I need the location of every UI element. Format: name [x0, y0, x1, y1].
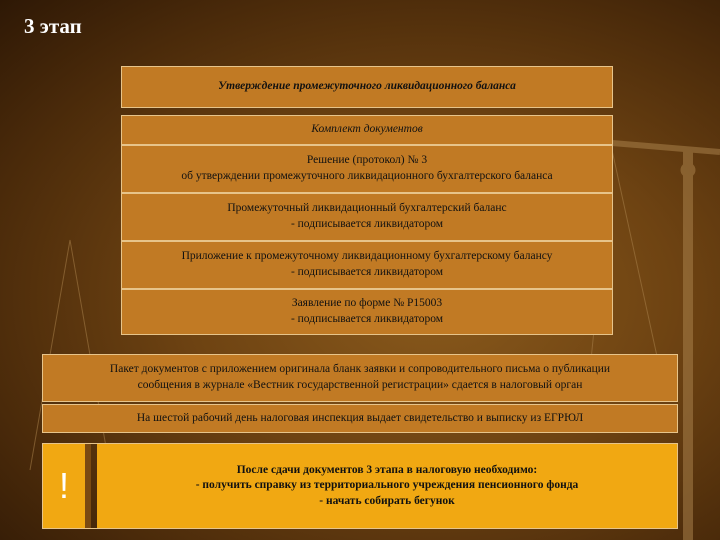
sixth-day-text: На шестой рабочий день налоговая инспекция выдает свидетельство и выписку из ЕГРЮЛ — [136, 411, 584, 424]
approve-text: Утверждение промежуточного ликвидационного баланса — [218, 80, 516, 93]
package-line2: сообщения в журнале «Вестник государственной регистрации» сдается в налоговый орган — [137, 379, 583, 391]
warning-line2: - получить справку из территориального учреждения пенсионного фонда — [195, 479, 579, 492]
sixth-day-note — [42, 404, 678, 433]
warning-line3: - начать собирать бегунок — [319, 494, 455, 507]
exclamation-icon: ! — [43, 444, 91, 528]
form-p15003-item — [121, 289, 613, 335]
balance-line1: Промежуточный ликвидационный бухгалтерский баланс — [227, 202, 507, 215]
decision-line2: об утверждении промежуточного ликвидационного бухгалтерского баланса — [181, 170, 553, 182]
document-kit-header — [121, 115, 613, 145]
decision-line1: Решение (протокол) № 3 — [306, 154, 428, 167]
warning-text — [97, 444, 677, 528]
form-line1: Заявление по форме № Р15003 — [291, 297, 443, 310]
kit-text: Комплект документов — [311, 123, 423, 136]
warning-line1: После сдачи документов 3 этапа в налоговую необходимо: — [236, 463, 538, 476]
warning-callout — [42, 443, 678, 529]
interim-balance-item — [121, 193, 613, 241]
decision-item — [121, 145, 613, 193]
appendix-line2: - подписывается ликвидатором — [290, 266, 444, 278]
approve-balance-header — [121, 66, 613, 108]
page-title: 3 этап — [24, 14, 82, 38]
appendix-line1: Приложение к промежуточному ликвидационному бухгалтерскому балансу — [181, 250, 553, 263]
form-line2: - подписывается ликвидатором — [290, 313, 444, 325]
balance-appendix-item — [121, 241, 613, 289]
package-line1: Пакет документов с приложением оригинала бланк заявки и сопроводительного письма о публикации — [109, 363, 611, 376]
document-package-note — [42, 354, 678, 402]
balance-line2: - подписывается ликвидатором — [290, 218, 444, 230]
